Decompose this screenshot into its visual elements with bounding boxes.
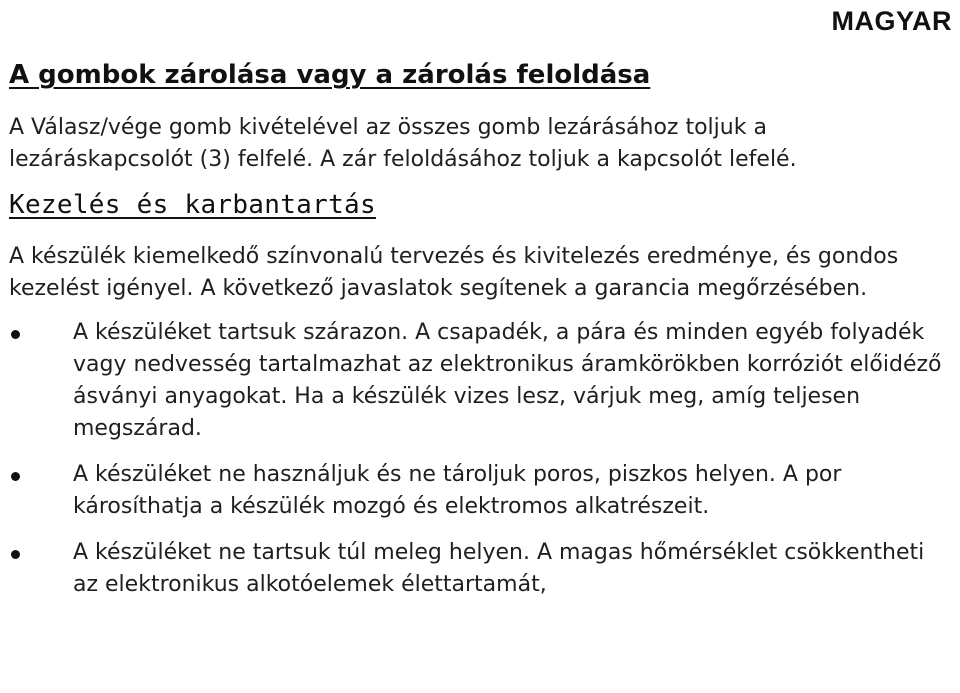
bullet-icon (11, 550, 20, 559)
manual-page (9, 56, 949, 601)
section-heading-care-maintenance: Kezelés és karbantartás (9, 190, 376, 220)
list-item-text: A készüléket ne tartsuk túl meleg helyen. A magas hőmérséklet csökkentheti az elektronikus alkotóelemek élettartamát, (73, 540, 925, 597)
list-item (9, 317, 949, 445)
list-item (9, 459, 949, 523)
language-label: MAGYAR (831, 6, 952, 36)
list-item-text: A készüléket tartsuk szárazon. A csapadék, a pára és minden egyéb folyadék vagy nedvesség tartalmazhat az elektronikus áramkörökben korróziót előidéző ásványi anyagokat. Ha a készülék vizes lesz, várjuk meg, amíg teljesen megszárad. (73, 320, 942, 441)
list-item-text: A készüléket ne használjuk és ne tároljuk poros, piszkos helyen. A por károsíthatja a készülék mozgó és elektromos alkatrészeit. (73, 462, 842, 519)
care-tips-list (9, 317, 949, 601)
bullet-icon (11, 472, 20, 481)
bullet-icon (11, 330, 20, 339)
list-item (9, 537, 949, 601)
care-intro-paragraph: A készülék kiemelkedő színvonalú tervezés és kivitelezés eredménye, és gondos kezelést igényel. A következő javaslatok segítenek a garancia megőrzésében. (9, 244, 899, 301)
section-heading-key-lock: A gombok zárolása vagy a zárolás feloldása (9, 60, 651, 90)
key-lock-paragraph: A Válasz/vége gomb kivételével az összes gomb lezárásához toljuk a lezáráskapcsolót (3) felfelé. A zár feloldásához toljuk a kapcsolót lefelé. (9, 115, 797, 172)
